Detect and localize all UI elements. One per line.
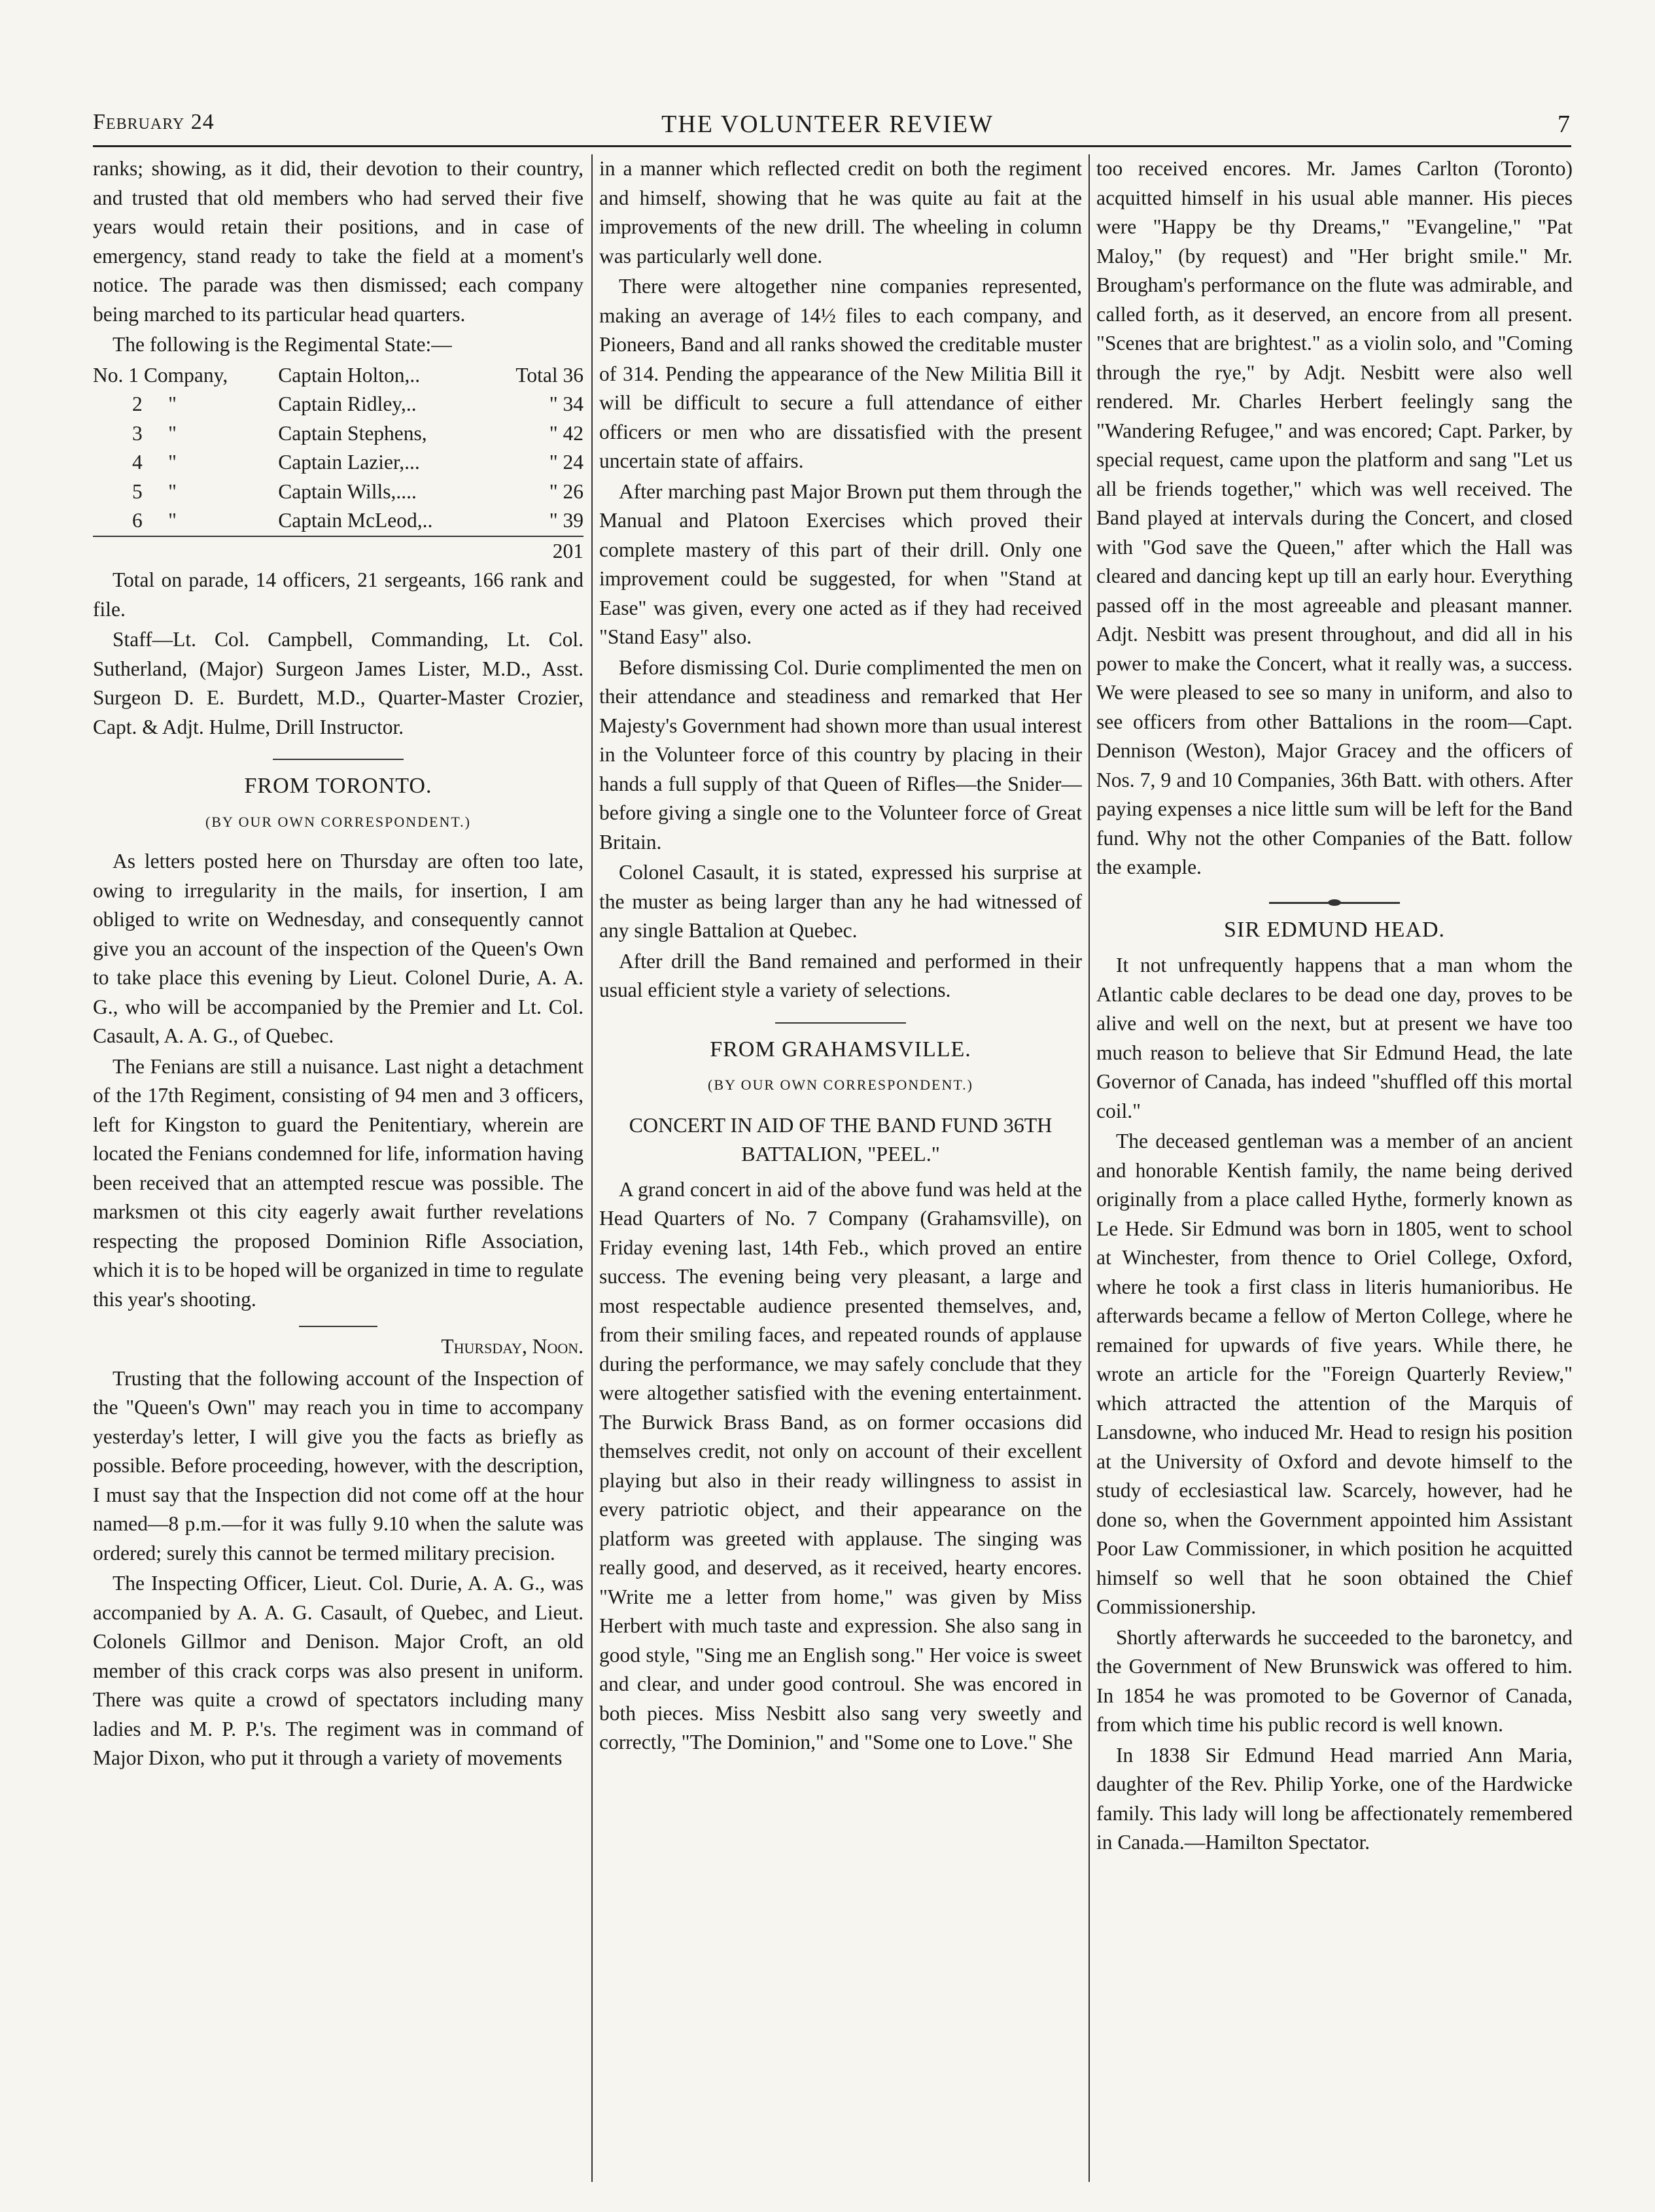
company-cell bbox=[93, 419, 278, 449]
section-rule bbox=[775, 1022, 906, 1024]
total-cell: " 26 bbox=[549, 479, 584, 503]
dateline: Thursday, Noon. bbox=[441, 1335, 584, 1358]
paragraph: After marching past Major Brown put them through the Manual and Platoon Exercises which proved their complete mastery of this part of their drill. Only one improvement could be suggested, for when "Stand at Ease" was given, every one acted as if they had received "Stand Easy" also. bbox=[599, 479, 1082, 648]
paragraph: A grand concert in aid of the above fund was held at the Head Quarters of No. 7 Company (Grahamsville), on Friday evening last, 14th Feb., which proved an entire success. The evening being very pleasant, a large and most respectable audience presented themselves, and, from their smiling faces, and repeated rounds of applause during the performance, we may safely conclude that they were altogether satisfied with the evening entertainment. The Burwick Brass Band, as on former occasions did themselves credit, not only on account of their excellent playing but also in their ready willingness to assist in every patriotic object, and their appearance on the platform was greeted with applause. The singing was really good, and deserved, as it received, hearty encores. "Write me a letter from home," was given by Miss Herbert with much taste and expression. She also sang in good style, "Sing me an English song." Her voice is sweet and clear, and under good controul. She was encored in both pieces. Miss Nesbitt also sang very sweetly and correctly, "The Dominion," and "Some one to Love." She bbox=[599, 1177, 1082, 1754]
total-cell: " 34 bbox=[549, 392, 584, 415]
paragraph: Trusting that the following account of the Inspection of the "Queen's Own" may reach you in time to accompany yesterday's letter, I will give you the facts as briefly as possible. Before proceeding, however, with the description, I must say that the Inspection did not come off at the hour named—8 p.m.—for it was fully 9.10 when the salute was ordered; surely this cannot be termed military precision. bbox=[93, 1366, 584, 1564]
captain-cell: Captain McLeod,.. bbox=[278, 509, 433, 532]
captain-cell: Captain Lazier,... bbox=[278, 451, 420, 474]
column-divider bbox=[591, 154, 593, 2182]
dateline-rule bbox=[299, 1326, 377, 1327]
table-total-row bbox=[93, 536, 584, 566]
column-2 bbox=[599, 154, 1082, 2188]
ditto-mark: " bbox=[168, 421, 177, 445]
paragraph: The Inspecting Officer, Lieut. Col. Durie, A. A. G., was accompanied by A. A. G. Casault, of Quebec, and Lieut. Colonels Gillmor and Denison. Major Croft, an old member of this crack corps was also present in uniform. There was quite a crowd of spectators including many ladies and M. P. P.'s. The regiment was in command of Major Dixon, who put it through a variety of movements bbox=[93, 1572, 584, 1769]
total-cell: " 42 bbox=[549, 421, 584, 445]
correspondent-line: (BY OUR OWN CORRESPONDENT.) bbox=[708, 1077, 973, 1093]
company-cell bbox=[93, 390, 278, 419]
ditto-mark: " bbox=[168, 392, 177, 415]
table-row bbox=[93, 361, 584, 390]
table-row bbox=[93, 419, 584, 449]
column-1 bbox=[93, 154, 584, 2188]
paragraph: In 1838 Sir Edmund Head married Ann Maria, daughter of the Rev. Philip Yorke, one of the Hardwicke family. This lady will long be affectionately remembered in Canada.—Hamilton Spectator. bbox=[1096, 1743, 1573, 1854]
company-cell bbox=[93, 448, 278, 477]
total-cell: " 39 bbox=[549, 509, 584, 532]
header-title: THE VOLUNTEER REVIEW bbox=[661, 111, 994, 138]
paragraph: in a manner which reflected credit on both the regiment and himself, showing that he was quite au fait at the improvements of the new drill. The wheeling in column was particularly well done. bbox=[599, 157, 1082, 268]
column-divider bbox=[1089, 154, 1090, 2182]
paragraph: As letters posted here on Thursday are often too late, owing to irregularity in the mails, for insertion, I am obliged to write on Wednesday, and consequently cannot give you an account of the inspection of the Queen's Own to take place this evening by Lieut. Colonel Durie, A. A. G., who will be accompanied by the Premier and Lt. Col. Casault, A. A. G., of Quebec. bbox=[93, 850, 584, 1047]
paragraph: ranks; showing, as it did, their devotion to their country, and trusted that old members who had served their five years would retain their positions, and in case of emergency, stand ready to take the field at a moment's notice. The parade was then dismissed; each company being marched to its particular head quarters. bbox=[93, 157, 584, 326]
section-title-sir-edmund-head: SIR EDMUND HEAD. bbox=[1223, 917, 1446, 942]
company-number: 3 bbox=[132, 421, 143, 445]
section-rule bbox=[273, 759, 404, 760]
grand-total-cell: 201 bbox=[491, 536, 584, 566]
header-rule bbox=[93, 145, 1571, 147]
captain-cell: Captain Holton,.. bbox=[278, 363, 421, 387]
empty-cell bbox=[278, 536, 490, 566]
company-cell bbox=[93, 506, 278, 536]
table-row bbox=[93, 448, 584, 477]
captain-cell: Captain Wills,.... bbox=[278, 479, 417, 503]
company-number: 5 bbox=[132, 479, 143, 503]
paragraph: The following is the Regimental State:— bbox=[113, 333, 452, 356]
company-number: 4 bbox=[132, 451, 143, 474]
table-row bbox=[93, 477, 584, 507]
page-header bbox=[0, 110, 1655, 149]
paragraph: Staff—Lt. Col. Campbell, Commanding, Lt. Col. Sutherland, (Major) Surgeon James Lister, M.D., Asst. Surgeon D. E. Burdett, M.D., Quarter-Master Crozier, Capt. & Adjt. Hulme, Drill Instructor. bbox=[93, 628, 584, 738]
paragraph: There were altogether nine companies represented, making an average of 14½ files to each company, and Pioneers, Band and all ranks showed the creditable muster of 314. Pending the appearance of the New Militia Bill it will be difficult to secure a full attendance of either officers or men who are dissatisfied with the present uncertain state of affairs. bbox=[599, 275, 1082, 472]
ditto-mark: " bbox=[168, 479, 177, 503]
company-number: 6 bbox=[132, 509, 143, 532]
total-cell: " 24 bbox=[549, 451, 584, 474]
column-3 bbox=[1096, 154, 1573, 2188]
company-cell bbox=[93, 477, 278, 507]
captain-cell: Captain Stephens, bbox=[278, 421, 427, 445]
regimental-state-table bbox=[93, 361, 584, 566]
paragraph: After drill the Band remained and performed in their usual efficient style a variety of selections. bbox=[599, 949, 1082, 1001]
paragraph: Shortly afterwards he succeeded to the baronetcy, and the Government of New Brunswick was offered to him. In 1854 he was promoted to be Governor of Canada, from which time his public record is well known. bbox=[1096, 1625, 1573, 1736]
section-title-toronto: FROM TORONTO. bbox=[244, 774, 432, 798]
total-cell: Total 36 bbox=[515, 363, 584, 387]
company-number: 2 bbox=[132, 392, 143, 415]
paragraph: The deceased gentleman was a member of an ancient and honorable Kentish family, the name being derived originally from a place called Hythe, formerly known as Le Hede. Sir Edmund was born in 1805, went to school at Winchester, from thence to Oriel College, Oxford, where he took a first class in literis humanioribus. He afterwards became a fellow of Merton College, where he remained for upwards of five years. While there, he wrote an article for the "Foreign Quarterly Review," which attracted the attention of the Marquis of Lansdowne, who induced Mr. Head to resign his position at the University of Oxford and devote himself to the study of ecclesiastical law. Scarcely, however, had he done so, when the Government appointed him Assistant Poor Law Commissioner, in which position he acquitted himself so well that he soon obtained the Chief Commissionership. bbox=[1096, 1130, 1573, 1618]
ditto-mark: " bbox=[168, 451, 177, 474]
captain-cell: Captain Ridley,.. bbox=[278, 392, 417, 415]
concert-heading: CONCERT IN AID OF THE BAND FUND 36TH BATTALION, "PEEL." bbox=[629, 1113, 1053, 1166]
company-cell: No. 1 Company, bbox=[93, 363, 228, 387]
paragraph: too received encores. Mr. James Carlton (Toronto) acquitted himself in his usual able manner. His pieces were "Happy be thy Dreams," "Evangeline," "Pat Maloy," (by request) and "Her bright smile." Mr. Brougham's performance on the flute was admirable, and called forth, as it deserved, an encore from all present. "Scenes that are brightest." as a violin solo, and "Coming through the rye," by Adjt. Nesbitt were also well rendered. Mr. Charles Herbert feelingly sang the "Wandering Refugee," and was encored; Capt. Parker, by special request, came upon the platform and sang "Let us all be friends together," which was well received. The Band played at intervals during the Concert, and closed with "God save the Queen," after which the Hall was cleared and dancing kept up till an early hour. Everything passed off in the most agreeable and pleasant manner. Adjt. Nesbitt was present throughout, and did all in his power to make the Concert, what it really was, a success. We were pleased to see so many in uniform, and also to see officers from other Battalions in the room—Capt. Dennison (Weston), Major Gracey and the officers of Nos. 7, 9 and 10 Companies, 36th Batt. with others. After paying expenses a nice little sum will be left for the Band fund. Why not the other Companies of the Batt. follow the example. bbox=[1096, 157, 1573, 878]
paragraph: The Fenians are still a nuisance. Last night a detachment of the 17th Regiment, consisting of 94 men and 3 officers, left for Kingston to guard the Penitentiary, wherein are located the Fenians condemned for life, information having been received that an attempted rescue was possible. The marksmen ot this city eagerly await further revelations respecting the proposed Dominion Rifle Association, which it is to be hoped will be organized in time to regulate this year's shooting. bbox=[93, 1054, 584, 1311]
paragraph: Before dismissing Col. Durie complimented the men on their attendance and steadiness and remarked that Her Majesty's Government had shown more than usual interest in the Volunteer force of this country by placing in their hands a full supply of that Queen of Rifles—the Snider—before giving a single one to the Volunteer force of Great Britain. bbox=[599, 655, 1082, 854]
header-date: February 24 bbox=[93, 110, 215, 134]
page-number: 7 bbox=[1558, 111, 1570, 138]
section-title-grahamsville: FROM GRAHAMSVILLE. bbox=[710, 1037, 971, 1062]
paragraph: Total on parade, 14 officers, 21 sergeants, 166 rank and file. bbox=[93, 568, 584, 621]
ditto-mark: " bbox=[168, 509, 177, 532]
empty-cell bbox=[93, 536, 278, 566]
paragraph: Colonel Casault, it is stated, expressed his surprise at the muster as being larger than any he had witnessed of any single Battalion at Quebec. bbox=[599, 861, 1082, 942]
section-rule bbox=[1269, 902, 1400, 904]
table-row bbox=[93, 506, 584, 536]
paragraph: It not unfrequently happens that a man whom the Atlantic cable declares to be dead one day, proves to be alive and well on the next, but at present we have too much reason to believe that Sir Edmund Head, the late Governor of Canada, has indeed "shuffled off this mortal coil." bbox=[1096, 954, 1573, 1122]
table-row bbox=[93, 390, 584, 419]
correspondent-line: (BY OUR OWN CORRESPONDENT.) bbox=[205, 813, 471, 830]
